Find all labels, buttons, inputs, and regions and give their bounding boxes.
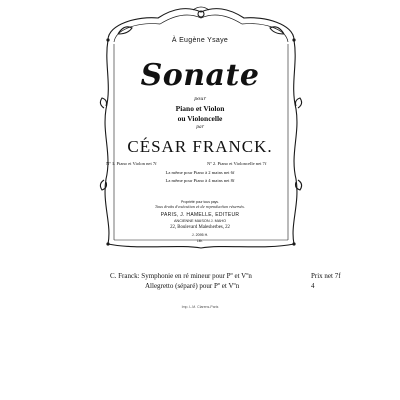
- edition-piano-violoncelle: Nº 2. Piano et Violoncelle net 7f: [207, 161, 267, 166]
- pour-label: pour: [194, 96, 206, 102]
- printer-imprint: Imp. L.M. Clarens-Paris: [181, 305, 219, 309]
- catalog-price-symphonie: Prix net 7f: [311, 272, 341, 280]
- catalog-entry-allegretto: Allegretto (séparé) pour Pº et Vºn: [145, 282, 240, 290]
- edition-piano-2-mains: La même pour Piano à 2 mains net 6f: [165, 170, 235, 175]
- instrumentation-line-2: ou Violoncelle: [177, 114, 223, 123]
- catalog-entry-symphonie: C. Franck: Symphonie en ré mineur pour Pº et Vºn: [110, 272, 252, 280]
- edition-piano-4-mains: La même pour Piano à 4 mains net 8f: [165, 178, 235, 183]
- page-title: Sonate: [140, 58, 260, 93]
- instrumentation-line-1: Piano et Violon: [175, 104, 225, 113]
- dedication: À Eugène Ysaye: [171, 37, 229, 44]
- publisher-former-house: ANCIENNE MAISON J. MAHO: [173, 219, 227, 223]
- property-notice: Propriété pour tous pays.: [181, 200, 219, 204]
- publisher-name: PARIS, J. HAMELLE, EDITEUR: [160, 212, 240, 218]
- composer-name: CÉSAR FRANCK.: [127, 137, 273, 156]
- publisher-address: 22, Boulevard Malesherbes, 22: [170, 225, 230, 230]
- publisher-plate-number: J. 2095 H.: [191, 233, 209, 237]
- lithographer-note: Lith.: [196, 239, 204, 243]
- par-label: par: [196, 125, 204, 130]
- edition-piano-violon: Nº 1. Piano et Violon net 7f: [106, 161, 157, 166]
- rights-notice: Tous droits d'exécution et de reproduction réservés.: [155, 205, 245, 209]
- catalog-price-allegretto: 4: [311, 282, 315, 290]
